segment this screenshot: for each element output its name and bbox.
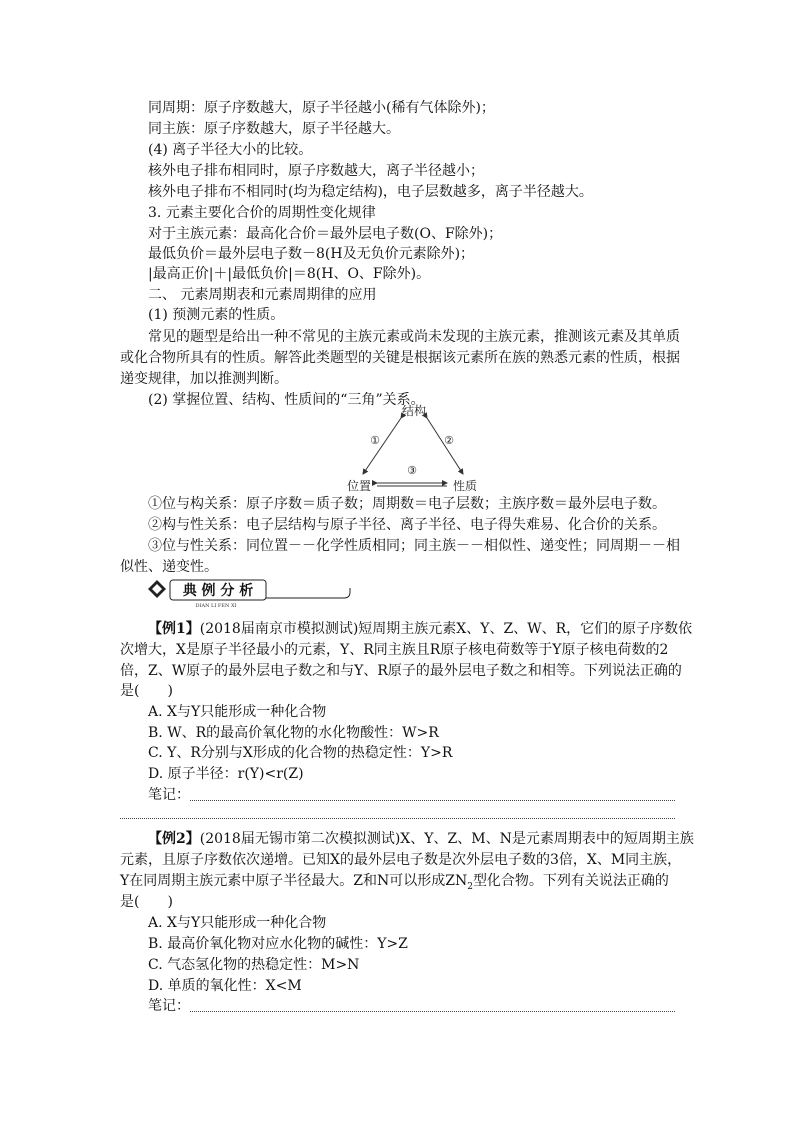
example-analysis-banner <box>146 578 352 608</box>
example-2-note-line[interactable] <box>190 1011 675 1012</box>
example-2-tag: 【例2】 <box>148 831 200 847</box>
position-structure-property-diagram <box>343 402 485 494</box>
example-2-option-a: A. X与Y只能形成一种化合物 <box>148 915 327 931</box>
diagram-label-position: 位置 <box>346 479 372 493</box>
arrow-structure-position <box>363 418 401 474</box>
example-1-option-c: C. Y、R分别与X形成的化合物的热稳定性：Y>R <box>148 745 453 761</box>
text-line: |最高正价|＋|最低负价|＝8(H、O、F除外)。 <box>148 266 431 282</box>
example-2-text: (2018届无锡市第二次模拟测试)X、Y、Z、M、N是元素周期表中的短周期主族 <box>199 831 694 847</box>
example-1-option-a: A. X与Y只能形成一种化合物 <box>148 704 327 720</box>
text-line: (4) 离子半径大小的比较。 <box>148 142 313 158</box>
text-line: 核外电子排布不相同时(均为稳定结构)，电子层数越多，离子半径越大。 <box>148 184 593 200</box>
example-1-text: (2018届南京市模拟测试)短周期主族元素X、Y、Z、W、R，它们的原子序数依 <box>199 621 693 637</box>
example-1-line <box>148 619 708 639</box>
text-line: (1) 预测元素的性质。 <box>148 307 285 323</box>
example-1-line: 是( ) <box>120 683 173 699</box>
text-line: 常见的题型是给出一种不常见的主族元素或尚未发现的主族元素，推测该元素及其单质 <box>148 329 680 345</box>
example-1-note-label: 笔记： <box>148 787 190 803</box>
example-1-note-line[interactable] <box>190 800 675 801</box>
example-1-note-line[interactable] <box>120 818 675 819</box>
banner-title: 典 例 分 析 <box>182 583 254 599</box>
example-1-tag: 【例1】 <box>148 621 200 637</box>
example-2-option-d: D. 单质的氧化性：X<M <box>148 978 302 994</box>
example-2-option-b: B. 最高价氧化物对应水化物的碱性：Y>Z <box>148 936 408 952</box>
text-line: ②构与性关系：电子层结构与原子半径、离子半径、电子得失难易、化合价的关系。 <box>148 517 666 533</box>
text-line: ①位与构关系：原子序数＝质子数；周期数＝电子层数；主族序数＝最外层电子数。 <box>148 496 666 512</box>
example-2-line: 元素，且原子序数依次递增。已知X的最外层电子数是次外层电子数的3倍，X、M同主族， <box>120 852 682 868</box>
text-line: (2) 掌握位置、结构、性质间的“三角”关系。 <box>148 392 425 408</box>
example-1-option-d: D. 原子半径：r(Y)<r(Z) <box>148 766 304 782</box>
example-1-line: 次增大，X是原子半径最小的元素，Y、R同主族且R原子核电荷数等于Y原子核电荷数的2 <box>120 642 669 658</box>
diagram-num-2: ② <box>444 434 454 447</box>
text-line: 递变规律，加以推测判断。 <box>120 371 288 387</box>
text-line: 最低负价＝最外层电子数－8(H及无负价元素除外)； <box>148 246 475 262</box>
example-1-option-b: B. W、R的最高价氧化物的水化物酸性：W>R <box>148 725 439 741</box>
banner-pinyin: DIAN LI FEN XI <box>195 603 237 608</box>
example-2-line: 是( ) <box>120 894 173 910</box>
text-line: 同周期：原子序数越大，原子半径越小(稀有气体除外)； <box>148 100 495 116</box>
text-line: ③位与性关系：同位置－－化学性质相同；同主族－－相似性、递变性；同周期－－相 <box>148 538 680 554</box>
example-1-line: 倍，Z、W原子的最外层电子数之和与Y、R原子的最外层电子数之和相等。下列说法正确的 <box>120 663 682 679</box>
text-line: 对于主族元素：最高化合价＝最外层电子数(O、F除外)； <box>148 226 503 242</box>
text-line: 或化合物所具有的性质。解答此类题型的关键是根据该元素所在族的熟悉元素的性质，根据 <box>120 350 680 366</box>
text-line: 同主族：原子序数越大，原子半径越大。 <box>148 121 400 137</box>
example-2-note-label: 笔记： <box>148 998 190 1014</box>
example-2-line: Y在同周期主族元素中原子半径最大。Z和N可以形成$ZN_2$型化合物。下列有关说法正确的 <box>120 873 669 892</box>
text-line: 核外电子排布相同时，原子序数越大，离子半径越小； <box>148 163 484 179</box>
diagram-label-property: 性质 <box>452 479 478 493</box>
example-2-option-c: C. 气态氢化物的热稳定性：M>N <box>148 957 360 973</box>
diagram-num-3: ③ <box>407 464 417 477</box>
section-heading: 二、 元素周期表和元素周期律的应用 <box>148 287 377 303</box>
example-2-line <box>148 829 708 849</box>
section-heading: 3. 元素主要化合价的周期性变化规律 <box>148 205 376 221</box>
text-line: 似性、递变性。 <box>120 559 218 575</box>
diagram-label-structure: 结构 <box>401 404 427 418</box>
diagram-num-1: ① <box>370 434 380 447</box>
